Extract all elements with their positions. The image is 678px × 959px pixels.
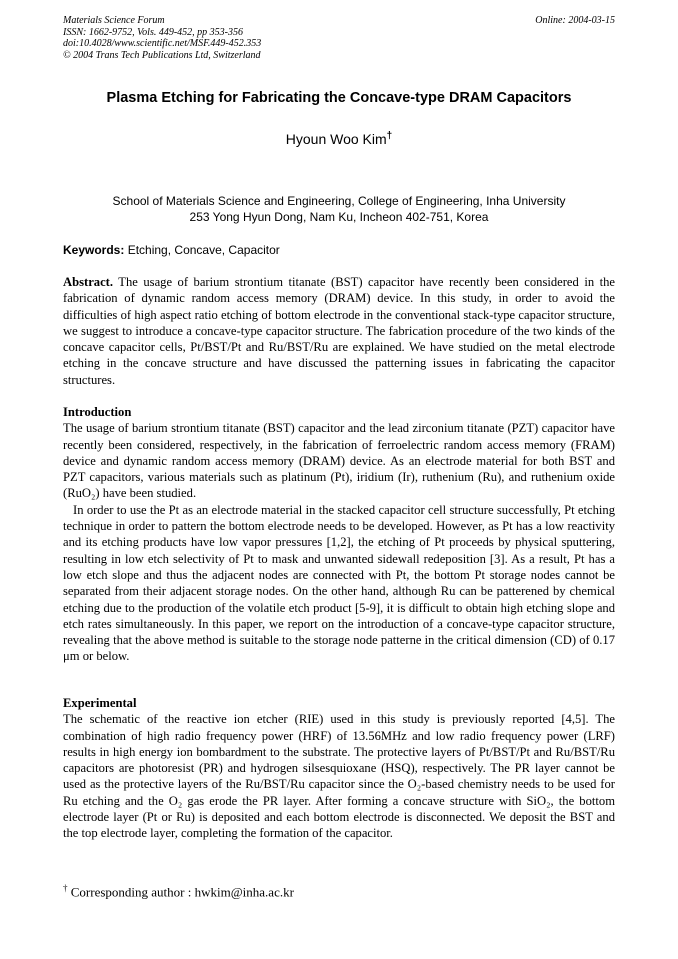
keywords-text: Etching, Concave, Capacitor [127, 243, 280, 257]
footnote-text: Corresponding author : hwkim@inha.ac.kr [70, 884, 294, 900]
keywords-label: Keywords: [63, 243, 125, 257]
abstract-label: Abstract. [63, 275, 114, 289]
journal-name: Materials Science Forum [63, 15, 165, 26]
introduction-paragraph-2: In order to use the Pt as an electrode material in the stacked capacitor cell structure successfully, Pt etching technique in order to pattern the bottom electrode needs to be developed. However, as Pt has a low reactivity and its etching products have low vapor pressures [1,2], the etching of Pt proceeds by physical sputtering, resulting in low etch selectivity of Pt to mask and unwanted sidewall redeposition [3]. As a result, Pt has a low etch slope and thus the adjacent nodes are connected with Pt, the bottom Pt storage nodes cannot be separated from their adjacent storage nodes. On the other hand, although Ru can be patterened by chemical etching due to the production of the volatile etch product [5-9], it is difficult to obtain high etching slope and etch rates simultaneously. In this paper, we report on the introduction of a concave-type capacitor structure, revealing that the above method is suitable to the storage node patterne in the critical dimension (CD) of 0.17 μm or below. [63, 502, 615, 664]
abstract-text: The usage of barium strontium titanate (BST) capacitor have recently been considered in the fabrication of dynamic random access memory (DRAM) device. In this study, in order to avoid the difficulties of high aspect ratio etching of bottom electrode in the conventional stack-type capacitor structure, we suggest to introduce a concave-type capacitor structure. The fabrication procedure of the two kinds of the concave capacitor cells, Pt/BST/Pt and Ru/BST/Ru are explained. We have studied on the metal electrode etching in the concave structure and have discussed the patterning issues in fabricating the capacitor structures. [63, 275, 615, 387]
issn-line: ISSN: 1662-9752, Vols. 449-452, pp 353-356 [63, 26, 243, 38]
online-date: Online: 2004-03-15 [535, 15, 615, 26]
affiliation-line-2: 253 Yong Hyun Dong, Nam Ku, Incheon 402-751, Korea [189, 210, 489, 224]
footnote-mark: † [63, 883, 68, 893]
affiliation-line-1: School of Materials Science and Engineering, College of Engineering, Inha University [112, 194, 566, 208]
paper-title: Plasma Etching for Fabricating the Concave-type DRAM Capacitors [106, 90, 572, 106]
introduction-heading: Introduction [63, 405, 132, 419]
author-footnote-mark[interactable]: † [386, 130, 393, 142]
experimental-heading: Experimental [63, 696, 137, 710]
copyright-line: © 2004 Trans Tech Publications Ltd, Switzerland [63, 49, 261, 61]
keywords [63, 243, 280, 257]
introduction-section [63, 404, 615, 665]
doi-line[interactable]: doi:10.4028/www.scientific.net/MSF.449-452.353 [63, 38, 262, 49]
footnote [63, 883, 294, 900]
journal-header [63, 15, 615, 61]
author-line [0, 131, 678, 147]
author-name: Hyoun Woo Kim [285, 131, 387, 147]
experimental-section [63, 695, 615, 842]
abstract-section [63, 274, 615, 388]
affiliation [0, 193, 678, 225]
introduction-paragraph-1: The usage of barium strontium titanate (BST) capacitor and the lead zirconium titanate (PZT) capacitor have recently been considered, respectively, in the fabrication of ferroelectric random access memory (FRAM) device and dynamic random access memory (DRAM) device. As an electrode material for both BST and PZT capacitors, various materials such as platinum (Pt), iridium (Ir), ruthenium (Ru), and ruthenium oxide (RuO₂) have been studied. [63, 421, 615, 501]
experimental-paragraph-1: The schematic of the reactive ion etcher (RIE) used in this study is previously reported [4,5]. The combination of high radio frequency power (HRF) of 13.56MHz and low radio frequency power (LRF) results in high energy ion bombardment to the substrate. The protective layers of Pt/BST/Pt and Ru/BST/Ru capacitors are photoresist (PR) and hydrogen silsesquioxane (HSQ), respectively. The PR layer cannot be used as the protective layers of the Ru/BST/Ru capacitor since the O₂-based chemistry needs to be used for Ru etching and the O₂ gas erode the PR layer. After forming a concave structure with SiO₂, the bottom electrode layer (Pt or Ru) is deposited and each bottom electrode is disconnected. We deposit the BST and the top electrode layer, completing the formation of the capacitor. [63, 712, 615, 841]
